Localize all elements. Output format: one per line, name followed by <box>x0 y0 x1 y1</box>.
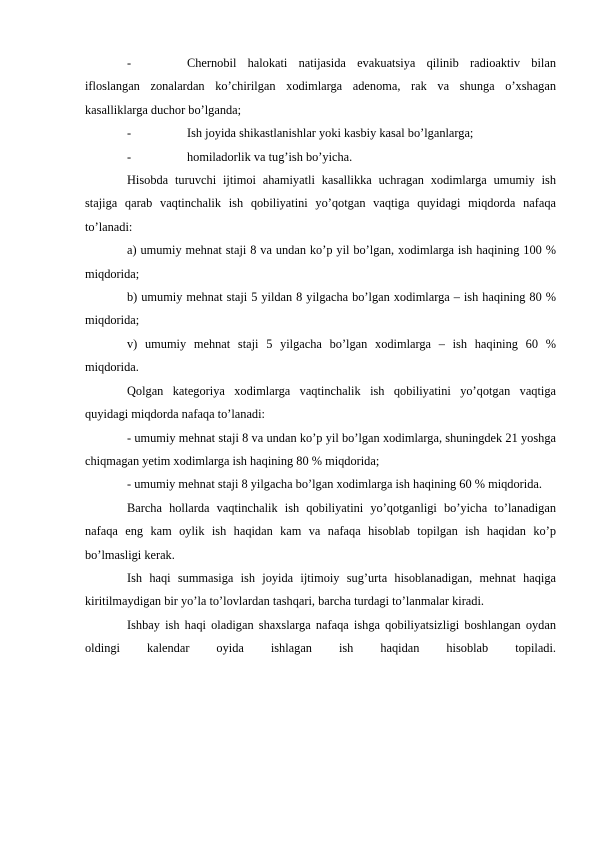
paragraph-piecework: Ishbay ish haqi oladigan shaxslarga nafaqa ishga qobiliyatsizligi boshlangan oydan oldingi kalendar oyida ishlagan ish haqidan hisoblab topiladi. <box>85 617 556 656</box>
bullet-text: homiladorlik va tug’ish bo’yicha. <box>187 149 353 164</box>
paragraph-item-v: v) umumiy mehnat staji 5 yilgacha bo’lgan xodimlarga – ish haqining 60 % miqdorida. <box>85 336 556 375</box>
paragraph-minimum-wage: Barcha hollarda vaqtinchalik ish qobiliyatini yo’qotganligi bo’yicha to’lanadigan nafaqa eng kam oylik ish haqidan kam va nafaqa hisoblab topilgan ish haqidan ko’p bo’lmasligi kerak. <box>85 500 556 562</box>
bullet-marker: - <box>127 56 132 70</box>
bullet-item-work-injury <box>85 122 556 145</box>
document-page <box>85 52 556 661</box>
bullet-item-maternity <box>85 146 556 169</box>
bullet-text: Chernobil halokati natijasida evakuatsiya qilinib radioaktiv bilan ifloslangan zonalardan ko’chirilgan xodimlarga adenoma, rak va shunga o’xshagan kasalliklarga duchor bo’lganda; <box>85 56 556 117</box>
paragraph-wage-sum: Ish haqi summasiga ish joyida ijtimoiy sug’urta hisoblanadigan, mehnat haqiga kiritilmaydigan bir yo’la to’lovlardan tashqari, barcha turdagi to’lanmalar kiradi. <box>85 570 556 609</box>
bullet-marker: - <box>127 126 132 141</box>
paragraph-other-categories: Qolgan kategoriya xodimlarga vaqtinchalik ish qobiliyatini yo’qotgan vaqtiga quyidagi miqdorda nafaqa to’lanadi: <box>85 383 556 422</box>
bullet-text: Ish joyida shikastlanishlar yoki kasbiy kasal bo’lganlarga; <box>187 126 474 141</box>
paragraph-social-illness: Hisobda turuvchi ijtimoi ahamiyatli kasallikka uchragan xodimlarga umumiy ish stajiga qarab vaqtinchalik ish qobiliyatini yo’qotgan vaqtiga quyidagi miqdorda nafaqa to’lanadi: <box>85 173 556 234</box>
paragraph-staj-8-plus: - umumiy mehnat staji 8 va undan ko’p yil bo’lgan xodimlarga, shuningdek 21 yoshga chiqmagan yetim xodimlarga ish haqining 80 % miqdorida; <box>85 430 556 468</box>
paragraph-item-b: b) umumiy mehnat staji 5 yildan 8 yilgacha bo’lgan xodimlarga – ish haqining 80 % miqdorida; <box>85 290 556 328</box>
bullet-marker: - <box>127 149 132 164</box>
paragraph-item-a: a) umumiy mehnat staji 8 va undan ko’p yil bo’lgan, xodimlarga ish haqining 100 % miqdorida; <box>85 243 556 281</box>
paragraph-staj-under-8: - umumiy mehnat staji 8 yilgacha bo’lgan xodimlarga ish haqining 60 % miqdorida. <box>127 477 542 492</box>
bullet-item-chernobyl <box>85 52 556 122</box>
